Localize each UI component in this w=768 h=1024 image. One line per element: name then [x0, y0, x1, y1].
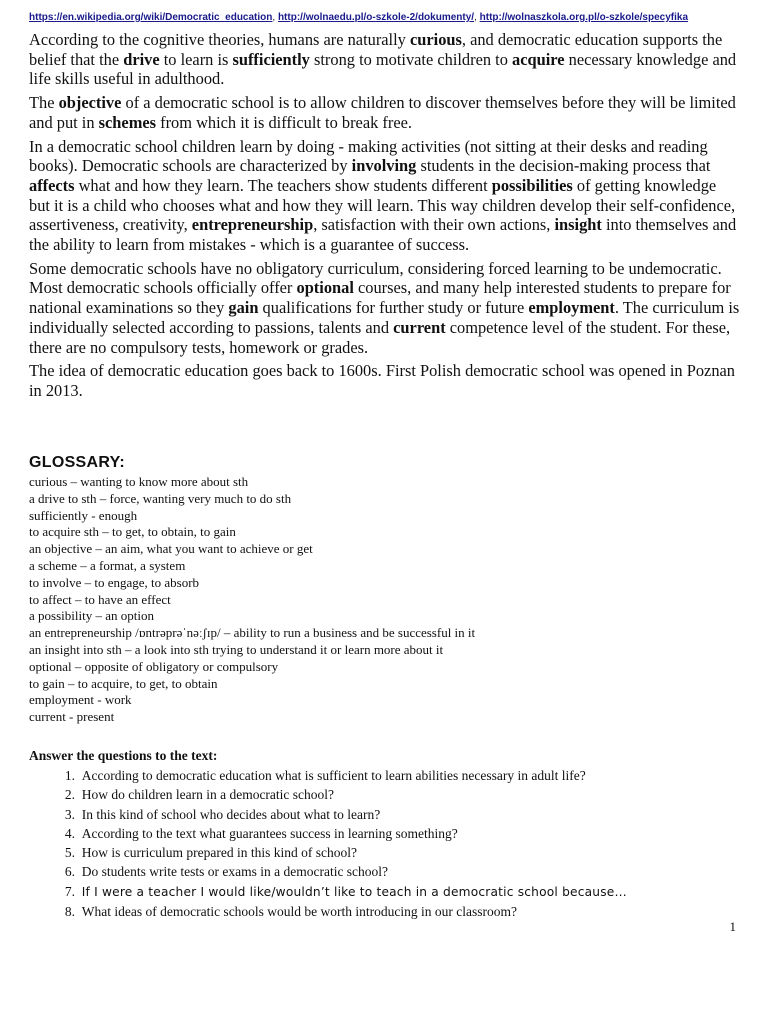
- source-link-wikipedia[interactable]: https://en.wikipedia.org/wiki/Democratic_education: [29, 12, 273, 23]
- question-text: How is curriculum prepared in this kind of school?: [81, 845, 357, 861]
- glossary-entry: a scheme – a format, a system: [29, 557, 186, 573]
- glossary-title: GLOSSARY:: [29, 454, 126, 471]
- vocabulary-term: sufficiently: [232, 49, 310, 69]
- article-paragraph: [29, 361, 741, 400]
- paragraph-text: According to the cognitive theories, humans are naturally: [29, 30, 410, 49]
- vocabulary-term: curious: [409, 30, 462, 49]
- paragraph-text: strong to motivate children to: [309, 49, 513, 69]
- paragraph-text: what and how they learn. The teachers show students different: [74, 175, 492, 195]
- question-number: 7.: [64, 883, 75, 899]
- question-number: 4.: [64, 825, 75, 841]
- vocabulary-term: entrepreneurship: [191, 215, 314, 235]
- vocabulary-term: objective: [58, 93, 122, 113]
- question-item: [29, 785, 741, 804]
- paragraph-text: of a democratic school is to allow children to discover themselves before they will be limited and put in: [29, 93, 736, 132]
- paragraph-text: , satisfaction with their own actions,: [313, 215, 555, 235]
- question-text: Do students write tests or exams in a democratic school?: [81, 864, 389, 880]
- vocabulary-term: acquire: [512, 49, 565, 69]
- glossary-entry: to affect – to have an effect: [29, 591, 171, 607]
- vocabulary-term: optional: [296, 278, 354, 298]
- glossary-entry: sufficiently - enough: [29, 507, 138, 523]
- question-item: [29, 766, 741, 785]
- vocabulary-term: current: [393, 317, 446, 337]
- question-item: [29, 902, 741, 921]
- questions-list: [29, 766, 741, 921]
- question-text: In this kind of school who decides about what to learn?: [81, 806, 381, 822]
- glossary-entry: a drive to sth – force, wanting very much to do sth: [29, 490, 292, 506]
- link-separator: ,: [474, 12, 480, 23]
- paragraph-text: The idea of democratic education goes back to 1600s. First Polish democratic school was opened in Poznan in 2013.: [29, 361, 735, 400]
- question-text: What ideas of democratic schools would be worth introducing in our classroom?: [81, 904, 518, 920]
- question-item: [29, 824, 741, 843]
- paragraph-text: into themselves and the ability to learn from mistakes - which is a guarantee of success.: [29, 215, 737, 255]
- question-item: [29, 843, 741, 862]
- glossary-entry: employment - work: [29, 692, 132, 708]
- link-separator: ,: [272, 12, 278, 23]
- glossary-entry: to involve – to engage, to absorb: [29, 574, 200, 590]
- glossary-list: [29, 474, 729, 726]
- question-number: 8.: [64, 904, 75, 920]
- glossary-entry: a possibility – an option: [29, 608, 154, 624]
- paragraph-text: In a democratic school children learn by doing - making activities (not sitting at their desks and reading books). Democratic schools are characterized by: [29, 136, 708, 176]
- vocabulary-term: schemes: [98, 112, 157, 132]
- article-paragraph: [29, 137, 741, 255]
- paragraph-text: of getting knowledge but it is a child who chooses what and how they will learn. This way children develop their self-confidence, assertiveness, creativity,: [29, 175, 736, 235]
- paragraph-text: to learn is: [159, 49, 233, 69]
- question-item: [29, 805, 741, 824]
- article-paragraph: [29, 30, 741, 89]
- vocabulary-term: gain: [228, 298, 259, 318]
- source-link-wolnaedu[interactable]: http://wolnaedu.pl/o-szkole-2/dokumenty/: [277, 12, 475, 23]
- vocabulary-term: involving: [351, 156, 417, 176]
- glossary-entry: an objective – an aim, what you want to achieve or get: [29, 541, 313, 557]
- glossary-entry: to acquire sth – to get, to obtain, to gain: [29, 524, 236, 540]
- glossary-entry: an insight into sth – a look into sth trying to understand it or learn more about it: [29, 641, 444, 657]
- glossary-entry: optional – opposite of obligatory or compulsory: [29, 658, 279, 674]
- question-text: If I were a teacher I would like/wouldn’t like to teach in a democratic school because…: [81, 884, 627, 899]
- source-link-wolnaszkola[interactable]: http://wolnaszkola.org.pl/o-szkole/specyfika: [479, 12, 689, 23]
- vocabulary-term: insight: [554, 215, 602, 235]
- paragraph-text: . The curriculum is individually selected according to passions, talents and: [29, 298, 740, 337]
- glossary-entry: current - present: [29, 709, 115, 725]
- paragraph-text: Some democratic schools have no obligatory curriculum, considering forced learning to be undemocratic. Most democratic schools officially offer: [29, 258, 722, 298]
- paragraph-text: necessary knowledge and life skills useful in adulthood.: [29, 49, 737, 89]
- question-text: How do children learn in a democratic school?: [81, 787, 335, 803]
- paragraph-text: courses, and many help interested students to prepare for national examinations so they: [29, 278, 731, 318]
- question-item: [29, 862, 741, 881]
- question-text: According to democratic education what is sufficient to learn abilities necessary in adult life?: [81, 768, 586, 783]
- glossary-entry: an entrepreneurship /ɒntrəprəˈnəːʃɪp/ – ability to run a business and be successful in it: [29, 625, 476, 641]
- question-number: 2.: [64, 787, 75, 803]
- paragraph-text: , and democratic education supports the belief that the: [29, 30, 723, 69]
- glossary-entry: to gain – to acquire, to get, to obtain: [29, 675, 218, 691]
- paragraph-text: students in the decision-making process that: [416, 156, 711, 176]
- question-number: 3.: [64, 806, 75, 822]
- questions-title: Answer the questions to the text:: [29, 748, 218, 763]
- paragraph-text: from which it is difficult to break free.: [156, 112, 412, 132]
- paragraph-text: competence level of the student. For these, there are no compulsory tests, homework or grades.: [29, 317, 731, 357]
- question-item: [29, 882, 741, 902]
- question-number: 1.: [64, 768, 75, 783]
- vocabulary-term: possibilities: [491, 175, 573, 195]
- paragraph-text: qualifications for further study or future: [258, 298, 529, 318]
- question-number: 5.: [64, 845, 75, 861]
- vocabulary-term: drive: [123, 49, 160, 69]
- vocabulary-term: affects: [29, 175, 75, 195]
- paragraph-text: The: [29, 93, 59, 113]
- question-text: According to the text what guarantees success in learning something?: [81, 825, 458, 841]
- glossary-entry: curious – wanting to know more about sth: [29, 474, 249, 489]
- question-number: 6.: [64, 864, 75, 880]
- source-links: [29, 12, 688, 23]
- article-paragraph: [29, 259, 741, 358]
- vocabulary-term: employment: [528, 298, 615, 318]
- page-number: 1: [729, 919, 736, 934]
- article-paragraph: [29, 93, 741, 132]
- article-body: [29, 30, 741, 405]
